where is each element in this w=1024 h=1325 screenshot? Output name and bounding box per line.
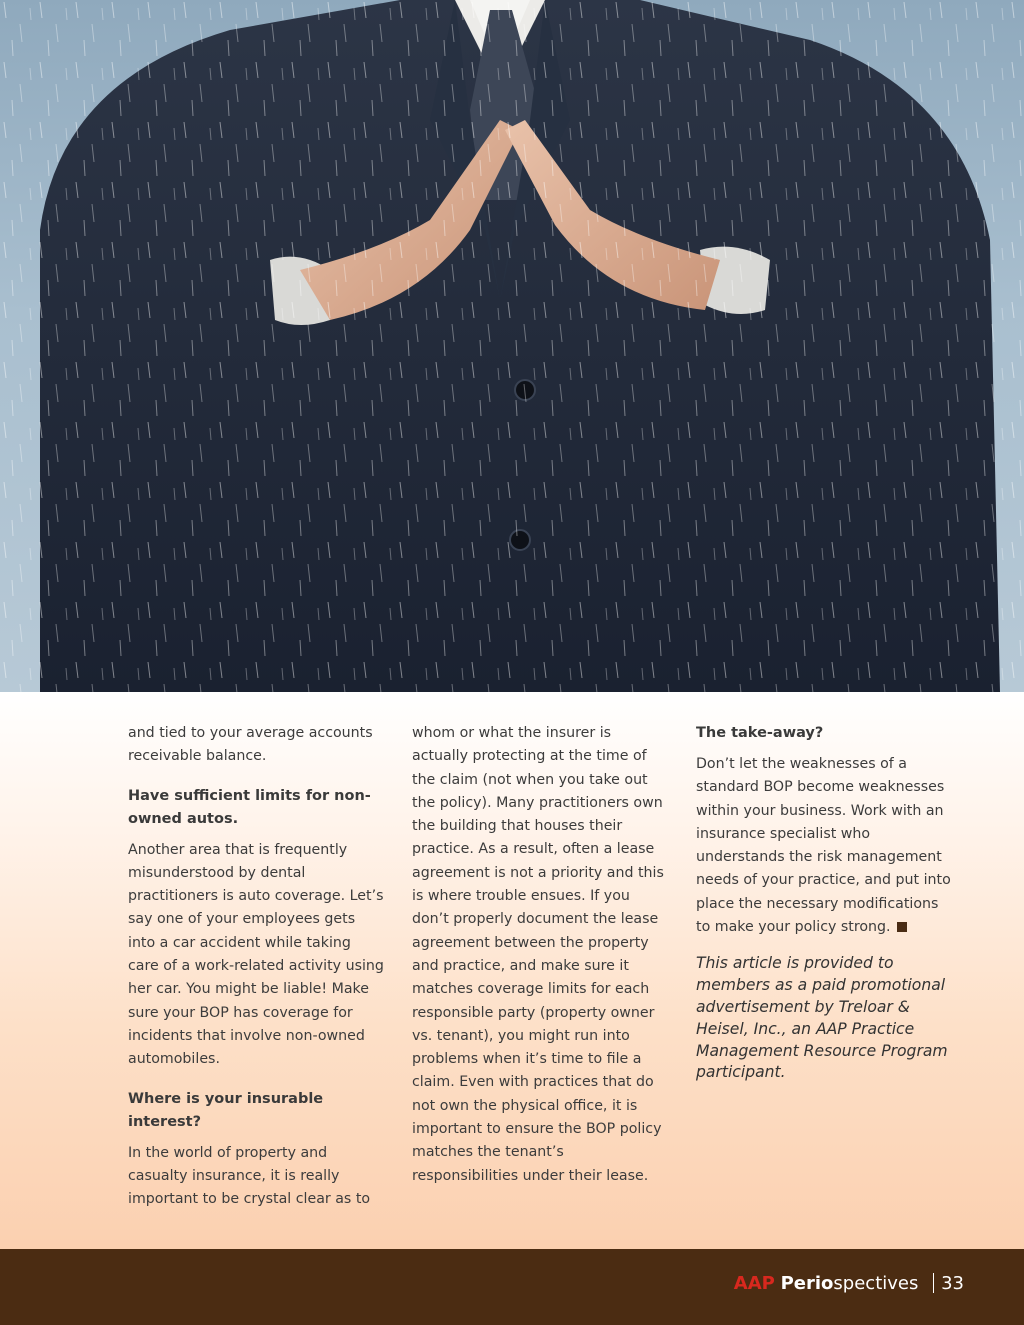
- section-heading: Where is your insurable interest?: [128, 1090, 324, 1130]
- folio-divider: [933, 1273, 934, 1293]
- column-3: [696, 722, 952, 1093]
- page-footer: [0, 1249, 1024, 1325]
- brand-perio: Perio: [780, 1273, 834, 1294]
- article-body: [0, 692, 1024, 1249]
- column-1: [128, 722, 384, 1220]
- paragraph: and tied to your average accounts receivable balance.: [128, 725, 373, 765]
- end-of-article-mark: [897, 922, 907, 932]
- paragraph-text: Don’t let the weaknesses of a standard BOP become weaknesses within your business. Work with an insurance specialist who understands the risk management needs of your practice, and put into place the necessary modifications to make your policy strong.: [696, 756, 951, 936]
- page-number: 33: [941, 1273, 964, 1294]
- paragraph: Another area that is frequently misunderstood by dental practitioners is auto coverage. Let’s say one of your employees gets into a car accident while taking care of a work-related activity using her car. You might be liable! Make sure your BOP has coverage for incidents that involve non-owned automobiles.: [128, 841, 384, 1068]
- paragraph: whom or what the insurer is actually protecting at the time of the claim (not when you take out the policy). Many practitioners own the building that houses their practice. As a result, often a lease agreement is not a priority and this is where trouble ensues. If you don’t properly document the lease agreement between the property and practice, and make sure it matches coverage limits for each responsible party (property owner vs. tenant), you might run into problems when it’s time to file a claim. Even with practices that do not own the physical office, it is important to ensure the BOP policy matches the tenant’s responsibilities under their lease.: [412, 725, 664, 1184]
- disclaimer-note: This article is provided to members as a paid promotional advertisement by Treloar & Heisel, Inc., an AAP Practice Management Resource Program participant.: [696, 954, 948, 1082]
- paragraph: [696, 753, 952, 939]
- brand-rest: spectives: [833, 1273, 919, 1294]
- column-2: [412, 722, 668, 1197]
- brand-aap: AAP: [733, 1273, 775, 1294]
- folio: [734, 1273, 964, 1294]
- paragraph: In the world of property and casualty insurance, it is really important to be crystal clear as to: [128, 1144, 371, 1208]
- section-heading: The take-away?: [696, 725, 824, 741]
- section-heading: Have sufficient limits for non-owned autos.: [128, 787, 371, 827]
